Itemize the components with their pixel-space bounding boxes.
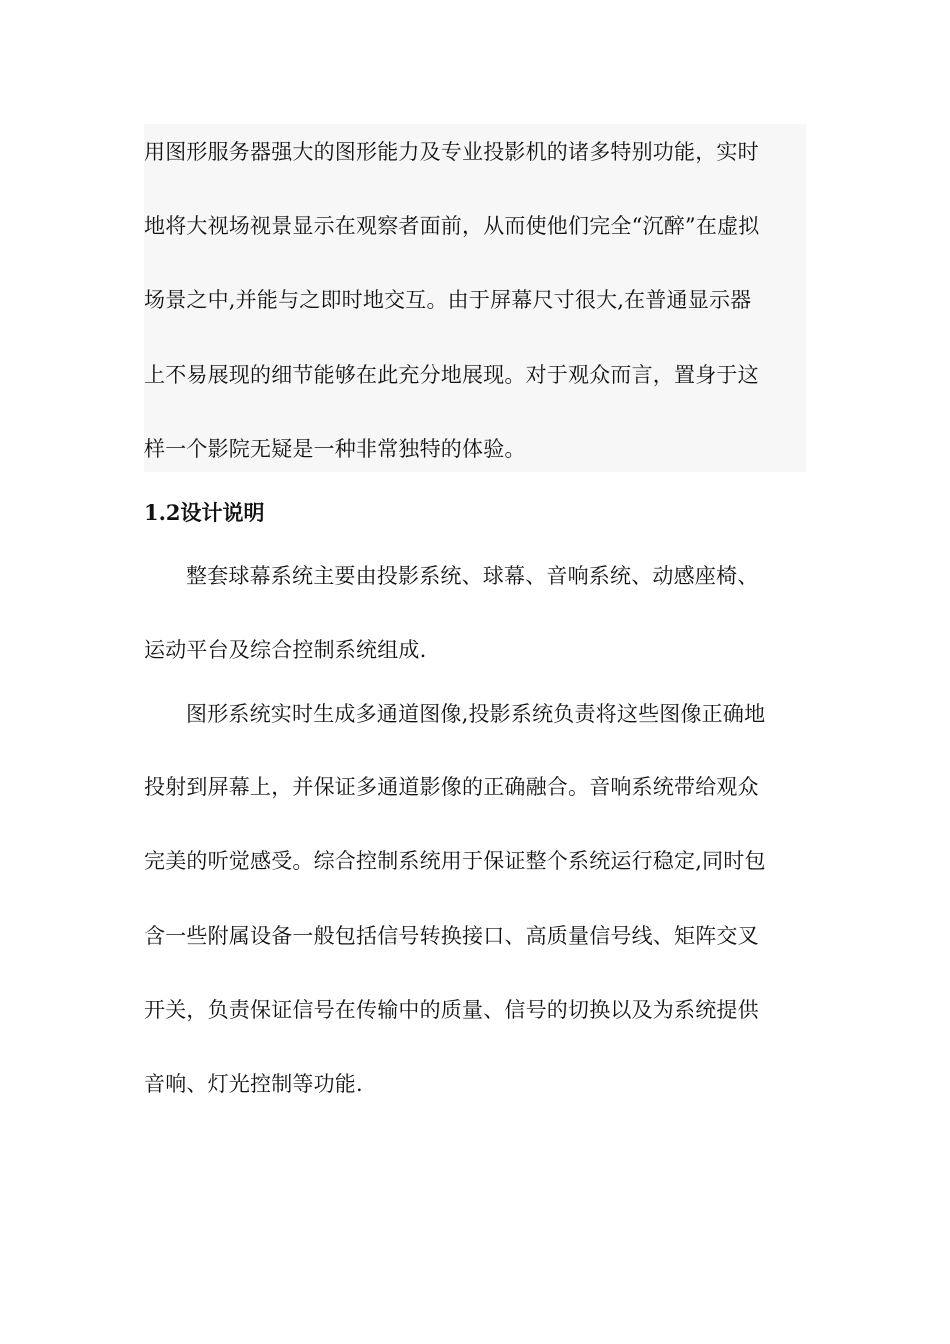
section-heading: 1.2设计说明	[144, 500, 265, 525]
paragraph2-line-5: 开关，负责保证信号在传输中的质量、信号的切换以及为系统提供	[144, 998, 759, 1022]
intro-line-1: 用图形服务器强大的图形能力及专业投影机的诸多特别功能，实时	[144, 140, 759, 164]
paragraph1-line-2: 运动平台及综合控制系统组成.	[144, 638, 427, 662]
paragraph2-line-3: 完美的听觉感受。综合控制系统用于保证整个系统运行稳定,同时包	[144, 849, 766, 873]
paragraph2-line-4: 含一些附属设备一般包括信号转换接口、高质量信号线、矩阵交叉	[144, 924, 759, 948]
intro-line-5: 样一个影院无疑是一种非常独特的体验。	[144, 437, 526, 461]
paragraph2-line-2: 投射到屏幕上，并保证多通道影像的正确融合。音响系统带给观众	[144, 775, 759, 799]
paragraph2-line-6: 音响、灯光控制等功能.	[144, 1072, 363, 1096]
intro-line-2: 地将大视场视景显示在观察者面前，从而使他们完全“沉醉”在虚拟	[144, 214, 760, 238]
intro-line-3: 场景之中,并能与之即时地交互。由于屏幕尺寸很大,在普通显示器	[144, 288, 752, 312]
paragraph1-line-1: 整套球幕系统主要由投影系统、球幕、音响系统、动感座椅、	[186, 564, 759, 588]
intro-line-4: 上不易展现的细节能够在此充分地展现。对于观众而言，置身于这	[144, 363, 759, 387]
paragraph2-line-1: 图形系统实时生成多通道图像,投影系统负责将这些图像正确地	[186, 702, 766, 726]
